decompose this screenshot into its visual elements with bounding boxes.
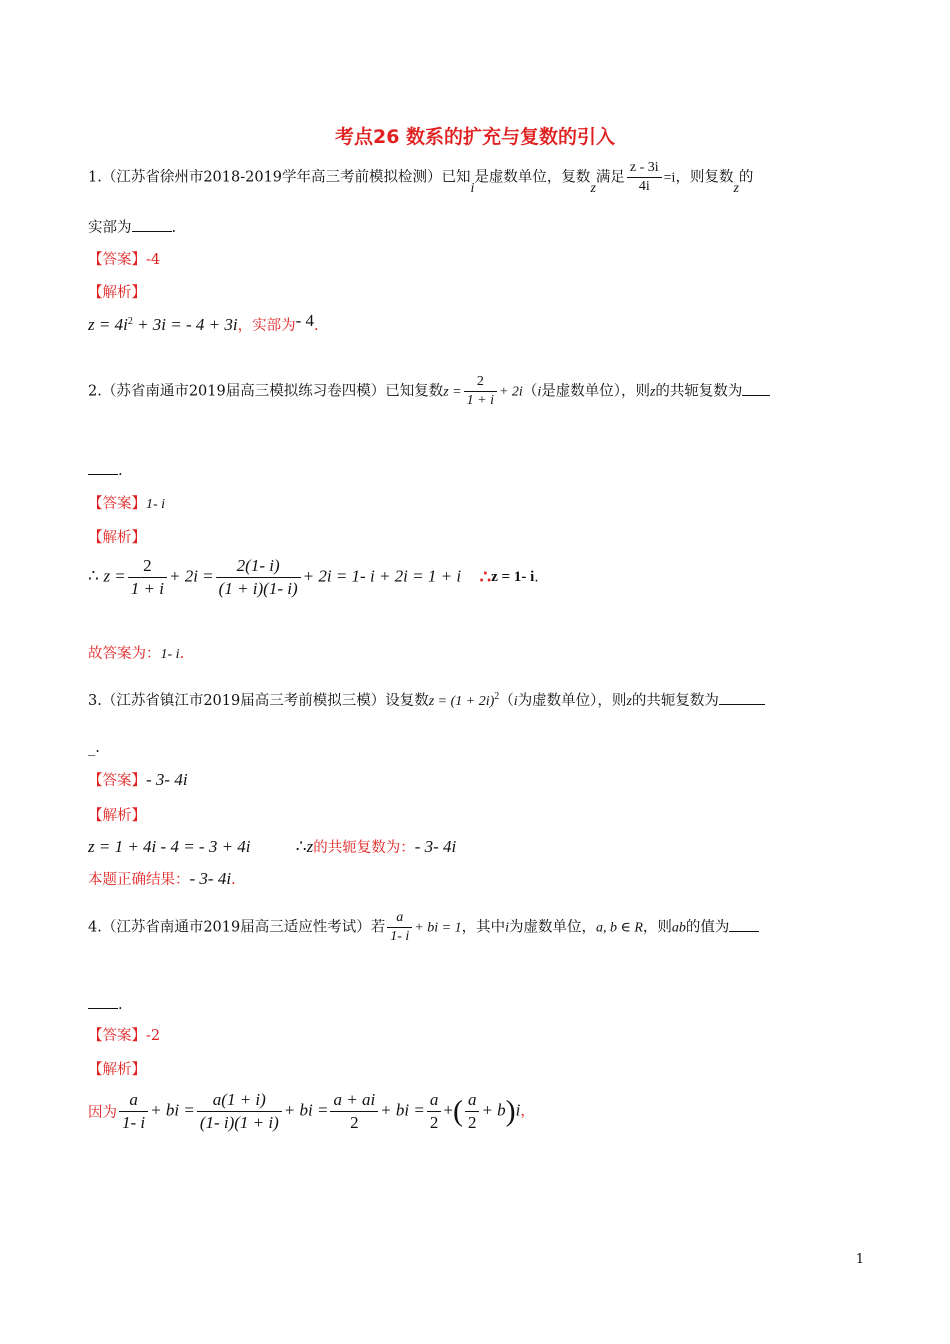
q4-tail: 的值为	[685, 919, 730, 936]
q3-tail: 的共轭复数为	[631, 693, 719, 709]
q4-sol-p2: + bi =	[283, 1100, 329, 1120]
q2-eq-left: z =	[443, 384, 462, 400]
q1-answer-label: 【答案】	[88, 252, 146, 268]
q3-analysis-label: 【解析】	[88, 808, 146, 824]
q1-i: i	[470, 180, 475, 196]
q4-sol-end: ，	[520, 1103, 535, 1120]
q2-therefore: ∴	[88, 566, 99, 586]
q4-mid1: ，其中	[461, 919, 506, 936]
q1-fraction: $\frac{z - 3i}{4i}$	[627, 160, 662, 195]
q3-prefix: 3.（江苏省镇江市2019届高三考前模拟三模）设复数	[88, 693, 429, 709]
q3-solution	[88, 836, 456, 857]
q1-blank	[132, 217, 172, 232]
q2-sol-p1: + 2i =	[168, 566, 214, 586]
q1-prefix: 1.（江苏省徐州市2018-2019学年高三考前模拟检测）已知	[88, 169, 471, 186]
q1-sol-math-b: + 3i = - 4 + 3i	[132, 315, 238, 334]
q3-mid: 为虚数单位），则	[517, 693, 627, 709]
q4-fraction: $\frac{a}{1- i}$	[387, 910, 412, 945]
q2-final-val: 1- i	[160, 647, 180, 662]
q2-line2	[88, 460, 123, 479]
q4-solution	[88, 1090, 535, 1133]
q1-mid3: ，则复数	[675, 169, 734, 186]
q2-sol-conj: z = 1- i	[491, 569, 535, 585]
q3-final-end: .	[231, 872, 236, 888]
q3-sol-text: 的共轭复数为：	[313, 840, 415, 856]
q3-final-val: - 3- 4i	[189, 869, 232, 888]
q3-therefore: ∴	[295, 837, 307, 856]
q1-sol-val: - 4	[295, 311, 315, 330]
q2-final-text: 故答案为：	[88, 646, 161, 662]
q1-answer-value: -4	[146, 252, 161, 268]
q3-i: i	[513, 694, 518, 709]
q2-mid: 的共轭复数为	[655, 383, 743, 400]
q4-sol-text: 因为	[88, 1105, 117, 1121]
q2-sol-end: .	[534, 569, 539, 586]
q4-blank-a	[729, 917, 759, 932]
q1-z: z	[590, 180, 596, 196]
q4-sol-p4: +	[443, 1100, 453, 1120]
q4-sol-frac5: $\frac{a}{2}$	[465, 1090, 480, 1133]
q4-sol-frac3: $\frac{a + ai}{2}$	[330, 1090, 378, 1133]
q2-final-end: .	[179, 646, 185, 662]
q3-final-text: 本题正确结果：	[88, 872, 190, 888]
q4-blank-b	[88, 994, 118, 1009]
q2-therefore-2: ∴	[479, 567, 492, 588]
q4-ab: ab	[671, 920, 686, 936]
q4-sol-p5: + b	[481, 1100, 506, 1120]
q4-set: a, b ∈ R	[595, 920, 643, 936]
q3-sol-val: - 3- 4i	[414, 837, 457, 856]
q4-line2	[88, 994, 123, 1013]
q2-final	[88, 642, 184, 663]
q4-sol-frac1: $\frac{a}{1- i}$	[119, 1090, 148, 1133]
q4-line2-end: .	[118, 997, 123, 1013]
q2-paren-a: （	[522, 383, 538, 400]
q3-sol-z: z	[306, 837, 314, 856]
q3-answer-value: - 3- 4i	[146, 770, 188, 789]
q4-answer	[88, 1024, 160, 1045]
q1-line2-end: .	[171, 220, 177, 236]
q1-line2-text: 实部为	[88, 220, 132, 236]
q2-sol-frac1: $\frac{2}{1 + i}$	[128, 556, 167, 599]
q1-solution	[88, 311, 319, 335]
q3-line2: _.	[88, 740, 100, 756]
q3-eq: z = (1 + 2i)	[428, 694, 495, 709]
q4-sol-p3: + bi =	[380, 1100, 425, 1120]
q1-tail: 的	[738, 169, 754, 186]
q2-blank-b	[88, 460, 118, 475]
q3-sol-math: z = 1 + 4i - 4 = - 3 + 4i	[88, 837, 251, 856]
q1-analysis-label: 【解析】	[88, 285, 146, 301]
q2-paren-b: 是虚数单位），则	[541, 383, 650, 400]
q3-z: z	[626, 694, 632, 709]
q4-left-paren: (	[452, 1094, 463, 1128]
q2-answer-label: 【答案】	[88, 496, 146, 512]
q1-answer	[88, 248, 160, 269]
page-title: 考点26 数系的扩充与复数的引入	[334, 126, 616, 148]
q4-line1	[88, 910, 759, 945]
page-number: 1	[855, 1252, 864, 1267]
q4-sol-p6: i	[515, 1100, 521, 1120]
q2-prefix: 2.（苏省南通市2019届高三模拟练习卷四模）已知复数	[88, 383, 444, 400]
q4-right-paren: )	[505, 1094, 516, 1128]
q1-z2: z	[733, 180, 739, 196]
q3-paren-a: （	[499, 693, 514, 709]
q1-mid2: 满足	[595, 169, 625, 186]
q1-sol-text: ，实部为	[237, 318, 296, 334]
q2-answer-value: 1- i	[146, 497, 166, 512]
q2-line1	[88, 374, 770, 409]
q3-sup: 2	[494, 691, 500, 703]
q3-line1	[88, 689, 765, 710]
q2-answer	[88, 492, 165, 513]
q2-analysis-label: 【解析】	[88, 530, 146, 546]
q1-line2	[88, 216, 176, 237]
q2-z: z	[649, 384, 656, 400]
q4-mid2: 为虚数单位，	[508, 919, 596, 936]
q2-blank-a	[742, 381, 770, 396]
q2-sol-frac2: $\frac{2(1- i)}{(1 + i)(1- i)}$	[216, 556, 301, 599]
q3-answer-label: 【答案】	[88, 773, 146, 789]
q2-i: i	[537, 384, 542, 400]
q3-answer	[88, 769, 188, 790]
q1-sol-end: .	[314, 318, 319, 334]
q3-final	[88, 868, 236, 889]
q4-sol-frac2: $\frac{a(1 + i)}{(1- i)(1 + i)}$	[197, 1090, 282, 1133]
q4-i: i	[505, 920, 509, 936]
q4-mid3: ，则	[642, 919, 672, 936]
q3-blank	[719, 690, 765, 705]
q2-sol-z: z =	[103, 566, 126, 586]
q4-answer-label: 【答案】	[88, 1028, 146, 1044]
q4-sol-p1: + bi =	[150, 1100, 195, 1120]
q4-answer-value: -2	[146, 1028, 161, 1044]
q1-sol-sup: 2	[127, 316, 133, 328]
q4-analysis-label: 【解析】	[88, 1062, 146, 1078]
q4-eq: + bi = 1	[414, 920, 462, 936]
q1-line1	[88, 160, 753, 195]
q2-eq-right: + 2i	[498, 384, 523, 400]
q4-prefix: 4.（江苏省南通市2019届高三适应性考试）若	[88, 919, 386, 936]
q1-mid1: 是虚数单位，复数	[474, 169, 591, 186]
q2-solution	[88, 556, 539, 599]
q1-sol-math-a: z = 4i	[88, 315, 128, 334]
q2-sol-p2: + 2i = 1- i + 2i = 1 + i	[302, 566, 462, 586]
q2-line2-end: .	[118, 463, 123, 479]
q2-fraction: $\frac{2}{1 + i}$	[464, 374, 497, 409]
q4-sol-frac4: $\frac{a}{2}$	[427, 1090, 442, 1133]
q1-eq: =i	[663, 170, 676, 186]
